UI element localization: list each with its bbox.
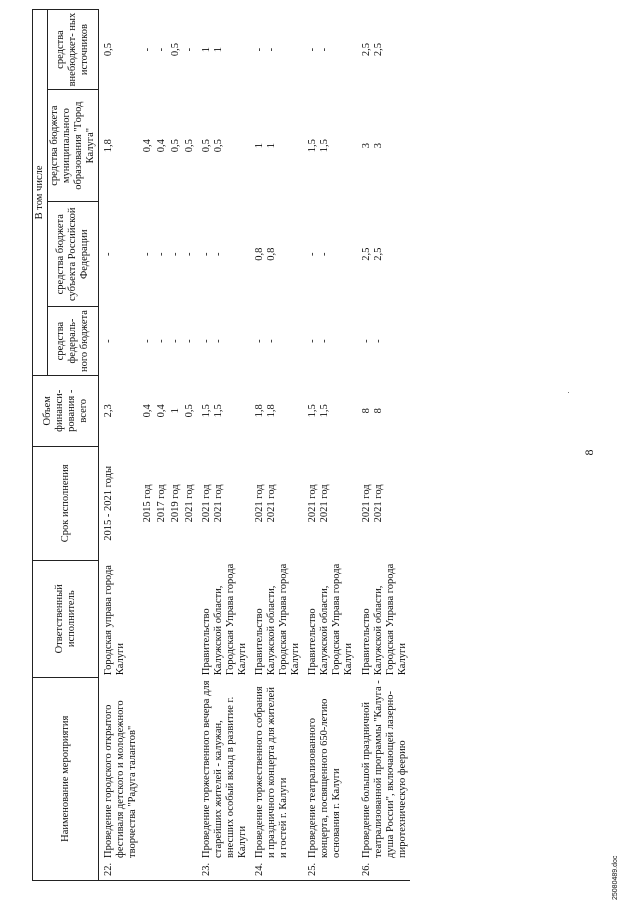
cell-federal: - bbox=[141, 339, 153, 343]
cell-name: Проведение торжественного вечера для старейших жителей - калужан, внесших особый вклад в развитие г. Калуги bbox=[200, 680, 248, 858]
cell-executor: Правительство Калужской области, Городская Управа города Калуги bbox=[360, 563, 408, 676]
cell-federal: - bbox=[155, 339, 167, 343]
table-row bbox=[169, 10, 183, 881]
cell-federal: - bbox=[103, 339, 115, 343]
cell-num: 25. bbox=[303, 860, 356, 881]
cell-term: 2021 год bbox=[183, 484, 195, 523]
table-row bbox=[303, 10, 356, 881]
table-row bbox=[155, 10, 169, 881]
cell-total: 0,4 bbox=[141, 404, 153, 418]
cell-federal: - - bbox=[360, 339, 384, 343]
cell-term: 2021 год 2021 год bbox=[360, 484, 384, 523]
header-term: Срок исполнения bbox=[33, 446, 99, 560]
cell-total: 0,5 bbox=[183, 404, 195, 418]
cell-name: Проведение большой праздничной театрализованной программы "Калуга - душа России", включающей лазерно-пиротехническую феерию bbox=[360, 680, 408, 858]
cell-municipal: 0,4 bbox=[141, 139, 153, 153]
cell-regional: 2,5 2,5 bbox=[360, 247, 384, 261]
cell-total: 1,8 1,8 bbox=[254, 404, 278, 418]
cell-federal: - - bbox=[254, 339, 278, 343]
cell-municipal: 0,5 bbox=[183, 139, 195, 153]
cell-municipal: 1 1 bbox=[254, 143, 278, 149]
cell-municipal: 0,4 bbox=[155, 139, 167, 153]
measures-table bbox=[32, 9, 410, 881]
cell-offbudget: 2,5 2,5 bbox=[360, 43, 384, 57]
table-row bbox=[183, 10, 197, 881]
cell-regional: - - bbox=[307, 252, 331, 256]
cell-num bbox=[169, 860, 183, 881]
table-row bbox=[250, 10, 303, 881]
cell-total: 8 8 bbox=[360, 408, 384, 414]
cell-federal: - bbox=[169, 339, 181, 343]
cell-term: 2021 год 2021 год bbox=[200, 484, 224, 523]
header-regional: средства бюджета субъекта Российской Федерации bbox=[48, 202, 99, 307]
cell-name bbox=[169, 677, 183, 860]
cell-offbudget: 0,5 bbox=[169, 43, 181, 57]
table-row bbox=[357, 10, 410, 881]
cell-name bbox=[141, 677, 155, 860]
cell-offbudget: - bbox=[183, 47, 195, 52]
cell-offbudget: 1 1 bbox=[200, 46, 224, 53]
document-reference: 25080489.doc bbox=[612, 855, 619, 900]
cell-name bbox=[155, 677, 169, 860]
cell-term: 2021 год 2021 год bbox=[307, 484, 331, 523]
cell-term: 2019 год bbox=[169, 484, 181, 523]
cell-regional: - bbox=[141, 252, 153, 256]
cell-name: Проведение торжественного собрания и праздничного концерта для жителей и гостей г. Калуги bbox=[254, 686, 290, 858]
cell-term: 2021 год 2021 год bbox=[254, 484, 278, 523]
cell-num: 26. bbox=[357, 860, 410, 881]
cell-total: 2,3 bbox=[103, 404, 115, 418]
table-row bbox=[141, 10, 155, 881]
cell-name: Проведение театрализованного концерта, посвященного 650-летию основания г. Калуги bbox=[307, 698, 343, 858]
cell-offbudget: - bbox=[155, 47, 167, 52]
table-body bbox=[99, 10, 410, 881]
cell-offbudget: - - bbox=[254, 47, 278, 52]
cell-total: 0,4 bbox=[155, 404, 167, 418]
cell-regional: - bbox=[183, 252, 195, 256]
table-row bbox=[99, 10, 141, 881]
header-offbudget: средства внебюджет- ных источников bbox=[48, 10, 99, 90]
table-row bbox=[197, 10, 250, 881]
cell-total: 1 bbox=[169, 408, 181, 414]
page-number: 8 bbox=[582, 449, 596, 456]
cell-executor bbox=[169, 560, 183, 677]
cell-num bbox=[155, 860, 169, 881]
header-volume: Объем финанси- рования - всего bbox=[33, 375, 99, 446]
header-including: В том числе bbox=[33, 10, 48, 376]
scan-dot bbox=[568, 392, 569, 393]
cell-municipal: 3 3 bbox=[360, 143, 384, 149]
cell-num: 24. bbox=[250, 860, 303, 881]
cell-offbudget: 0,5 bbox=[103, 43, 115, 57]
cell-num bbox=[141, 860, 155, 881]
cell-municipal: 0,5 bbox=[169, 139, 181, 153]
cell-num: 22. bbox=[99, 860, 141, 881]
header-municipal: средства бюджета муниципального образования "Город Калуга" bbox=[48, 90, 99, 202]
cell-federal: - - bbox=[307, 339, 331, 343]
cell-regional: - bbox=[103, 252, 115, 256]
header-federal: средства федераль- ного бюджета bbox=[48, 307, 99, 376]
cell-regional: - bbox=[169, 252, 181, 256]
cell-term: 2015 год bbox=[141, 484, 153, 523]
cell-regional: - bbox=[155, 252, 167, 256]
cell-municipal: 0,5 0,5 bbox=[200, 139, 224, 153]
cell-executor bbox=[141, 560, 155, 677]
cell-total: 1,5 1,5 bbox=[200, 404, 224, 418]
header-name: Наименование мероприятия bbox=[33, 677, 99, 880]
cell-num: 23. bbox=[197, 860, 250, 881]
cell-name bbox=[183, 677, 197, 860]
cell-executor: Правительство Калужской области, Городская Управа города Калуги bbox=[200, 563, 248, 676]
cell-name: Проведение городского открытого фестиваля детского и молодежного творчества "Радуга талантов" bbox=[103, 700, 139, 858]
cell-federal: - bbox=[183, 339, 195, 343]
cell-executor: Правительство Калужской области, Городская Управа города Калуги bbox=[307, 563, 355, 676]
cell-regional: - - bbox=[200, 252, 224, 256]
cell-num bbox=[183, 860, 197, 881]
cell-municipal: 1,8 bbox=[103, 139, 115, 153]
cell-executor bbox=[155, 560, 169, 677]
cell-federal: - - bbox=[200, 339, 224, 343]
cell-executor bbox=[183, 560, 197, 677]
cell-total: 1,5 1,5 bbox=[307, 404, 331, 418]
cell-regional: 0,8 0,8 bbox=[254, 247, 278, 261]
cell-executor: Городская управа города Калуги bbox=[103, 565, 127, 676]
header-executor: Ответственный исполнитель bbox=[33, 560, 99, 677]
cell-offbudget: - - bbox=[307, 47, 331, 52]
cell-term: 2017 год bbox=[155, 484, 167, 523]
cell-executor: Правительство Калужской области, Городская Управа города Калуги bbox=[254, 563, 302, 676]
cell-municipal: 1,5 1,5 bbox=[307, 139, 331, 153]
cell-term: 2015 - 2021 годы bbox=[103, 465, 115, 541]
cell-offbudget: - bbox=[141, 47, 153, 52]
